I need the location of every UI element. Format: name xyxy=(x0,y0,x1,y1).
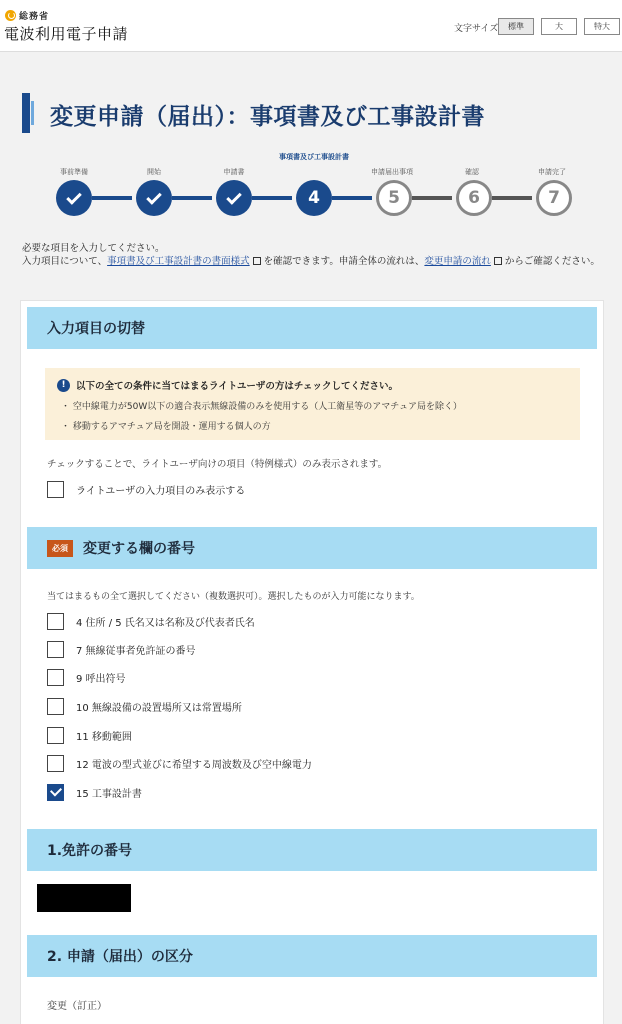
field-option-row[interactable] xyxy=(47,698,242,715)
font-size-xlarge-button[interactable]: 特大 xyxy=(584,18,620,35)
step-connector xyxy=(172,196,212,200)
section-header-fields xyxy=(27,527,597,569)
field-option-row[interactable] xyxy=(47,641,196,658)
checkbox-label: 4 住所 / 5 氏名又は名称及び代表者氏名 xyxy=(76,618,255,629)
check-icon xyxy=(226,189,242,205)
section-header-toggle xyxy=(27,307,597,349)
step-connector xyxy=(92,196,132,200)
section-title: 入力項目の切替 xyxy=(47,321,145,337)
step-5-pending: 5 xyxy=(376,180,412,216)
section-header-license xyxy=(27,829,597,871)
field-checkbox[interactable] xyxy=(47,727,64,744)
step-1-complete-icon xyxy=(56,180,92,216)
step-label-6: 確認 xyxy=(465,168,479,176)
light-user-checkbox-row[interactable] xyxy=(47,481,245,498)
light-user-checkbox[interactable] xyxy=(47,481,64,498)
intro-line-1: 必要な項目を入力してください。 xyxy=(22,243,165,254)
step-label-4: 事項書及び工事設計書 xyxy=(279,153,349,161)
external-link-icon xyxy=(494,257,502,265)
intro-text xyxy=(22,242,602,268)
notice-title xyxy=(57,378,568,392)
field-option-row[interactable] xyxy=(47,613,255,630)
application-flow-link[interactable]: 変更申請の流れ xyxy=(424,256,491,267)
ministry-logo xyxy=(5,9,49,22)
field-option-row[interactable] xyxy=(47,669,126,686)
form-card xyxy=(20,300,604,1024)
font-size-label: 文字サイズ xyxy=(454,24,499,34)
field-checkbox[interactable] xyxy=(47,669,64,686)
font-size-large-button[interactable]: 大 xyxy=(541,18,577,35)
step-label-1: 事前準備 xyxy=(60,168,88,176)
step-label-5: 申請届出事項 xyxy=(371,168,413,176)
step-connector xyxy=(332,196,372,200)
checkbox-label: 7 無線従事者免許証の番号 xyxy=(76,646,196,657)
step-connector xyxy=(252,196,292,200)
intro-text-part: 入力項目について、 xyxy=(22,256,108,267)
redacted-license-number xyxy=(37,884,131,912)
field-option-row[interactable] xyxy=(47,755,312,772)
field-checkbox[interactable] xyxy=(47,613,64,630)
step-4-current: 4 xyxy=(296,180,332,216)
step-6-pending: 6 xyxy=(456,180,492,216)
step-7-pending: 7 xyxy=(536,180,572,216)
check-icon xyxy=(146,189,162,205)
checkbox-label: 9 呼出符号 xyxy=(76,674,126,685)
section-title: 1.免許の番号 xyxy=(47,843,133,859)
field-option-row[interactable] xyxy=(47,727,132,744)
intro-line-2 xyxy=(22,255,602,268)
ministry-logo-icon xyxy=(5,10,16,21)
external-link-icon xyxy=(253,257,261,265)
progress-stepper xyxy=(0,150,622,220)
intro-text-part: を確認できます。申請全体の流れは、 xyxy=(263,256,425,267)
notice-item: ・ 移動するアマチュア局を開設・運用する個人の方 xyxy=(61,422,271,432)
field-checkbox[interactable] xyxy=(47,641,64,658)
step-2-complete-icon xyxy=(136,180,172,216)
field-option-row[interactable] xyxy=(47,784,142,801)
step-label-2: 開始 xyxy=(147,168,161,176)
title-accent-bar xyxy=(22,93,30,133)
page-title: 変更申請（届出）：事項書及び工事設計書 xyxy=(50,104,485,130)
section-title: 変更する欄の番号 xyxy=(83,541,195,557)
check-icon xyxy=(66,189,82,205)
step-connector xyxy=(492,196,532,200)
font-size-standard-button[interactable]: 標準 xyxy=(498,18,534,35)
required-badge: 必須 xyxy=(47,540,73,557)
light-user-notice xyxy=(45,368,580,440)
ministry-name: 総務省 xyxy=(19,12,50,22)
category-value: 変更（訂正） xyxy=(47,1001,107,1012)
checkbox-label: 11 移動範囲 xyxy=(76,732,132,743)
step-3-complete-icon xyxy=(216,180,252,216)
checkbox-label: 10 無線設備の設置場所又は常置場所 xyxy=(76,703,242,714)
intro-text-part: からご確認ください。 xyxy=(504,256,600,267)
section-header-category xyxy=(27,935,597,977)
field-checkbox[interactable] xyxy=(47,698,64,715)
checkbox-label: 12 電波の型式並びに希望する周波数及び空中線電力 xyxy=(76,760,312,771)
toggle-description: チェックすることで、ライトユーザ向けの項目（特例様式）のみ表示されます。 xyxy=(47,459,388,470)
checkbox-label: ライトユーザの入力項目のみ表示する xyxy=(76,486,246,497)
step-connector xyxy=(412,196,452,200)
site-header xyxy=(0,0,622,52)
checkbox-label: 15 工事設計書 xyxy=(76,789,142,800)
fields-description: 当てはまるもの全て選択してください（複数選択可）。選択したものが入力可能になります。 xyxy=(47,592,420,602)
step-label-3: 申請書 xyxy=(223,168,245,176)
form-format-link[interactable]: 事項書及び工事設計書の書面様式 xyxy=(107,256,250,267)
section-title: 2. 申請（届出）の区分 xyxy=(47,949,193,965)
notice-item: ・ 空中線電力が50W以下の適合表示無線設備のみを使用する（人工衛星等のアマチュア局を除く） xyxy=(61,402,462,412)
app-title[interactable]: 電波利用電子申請 xyxy=(4,25,129,43)
info-icon: ! xyxy=(57,379,70,392)
field-checkbox-checked[interactable] xyxy=(47,784,64,801)
notice-title-text: 以下の全ての条件に当てはまるライトユーザの方はチェックしてください。 xyxy=(76,381,399,392)
step-label-7: 申請完了 xyxy=(538,168,566,176)
field-checkbox[interactable] xyxy=(47,755,64,772)
